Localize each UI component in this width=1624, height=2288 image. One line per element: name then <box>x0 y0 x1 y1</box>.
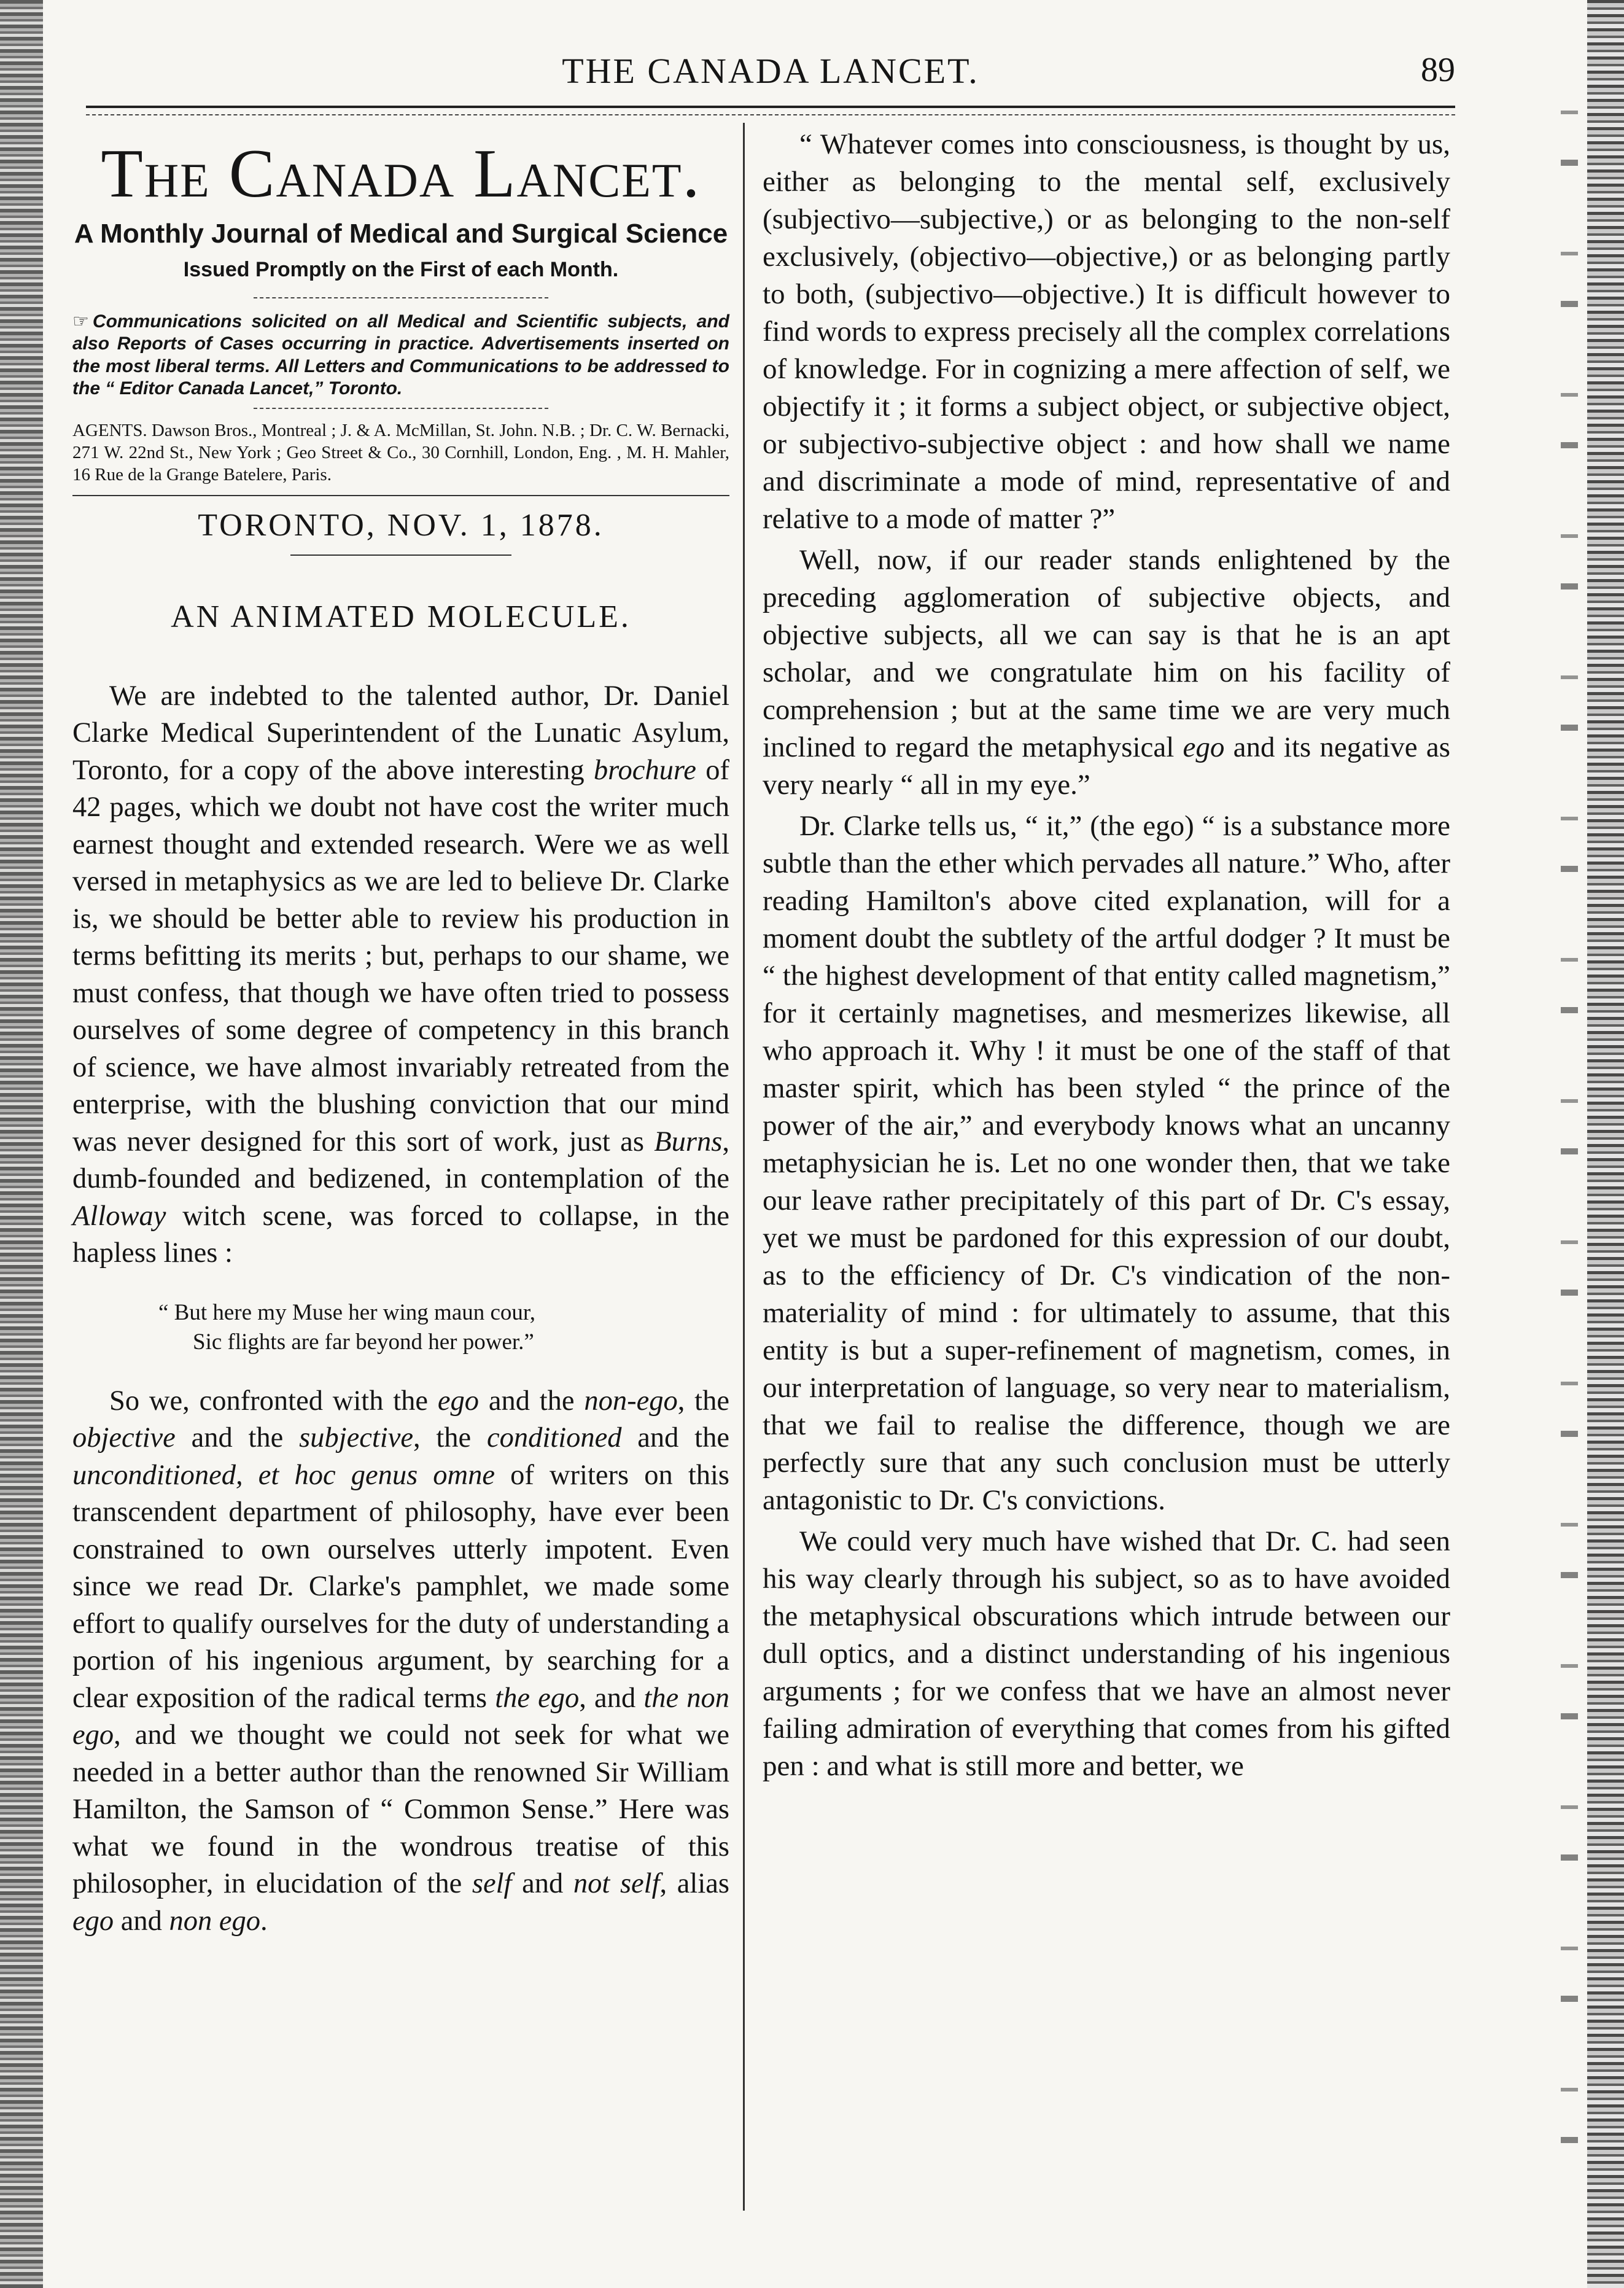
scan-edge-left <box>0 0 43 2288</box>
text-run: of 42 pages, which we doubt not have cost the writer much earnest thought and extended research. Were we as well versed in metaphysics as we are led to believe Dr. Clarke is, we should be better able to review his production in terms befitting its merits ; but, perhaps to our shame, we must confess, that though we have often tried to possess ourselves of some degree of competency in this branch of science, we have almost invariably retreated from the enterprise, with the blushing conviction that our mind was never designed for this sort of work, just as <box>72 754 729 1158</box>
dateline: TORONTO, NOV. 1, 1878. <box>198 507 604 543</box>
left-column <box>72 126 729 1940</box>
italic-run: the non ego <box>72 1682 730 1751</box>
dateline-rule <box>290 554 511 556</box>
italic-run: Alloway <box>72 1200 166 1232</box>
pointing-hand-icon: ☞ <box>72 311 89 332</box>
italic-run: ego <box>437 1385 480 1417</box>
article-title: AN ANIMATED MOLECULE. <box>171 599 631 634</box>
running-head <box>86 50 1455 99</box>
notice <box>72 311 729 400</box>
text-run: and the <box>621 1422 729 1454</box>
italic-run: ego <box>72 1905 114 1937</box>
page-number: 89 <box>1421 51 1455 89</box>
text-run: , and we thought we could not seek for what we needed in a better author than the renowned Sir William Hamilton, the Samson of “ Common Sense.” Here was what we found in the wondrous treatise of this philosopher, in elucidation of the <box>72 1719 729 1900</box>
italic-run: not self <box>573 1868 660 1900</box>
agents-rule <box>72 495 729 496</box>
text-run: and <box>511 1868 573 1900</box>
text-run: , the <box>677 1385 729 1417</box>
italic-run: ego <box>1183 731 1225 763</box>
text-run: witch scene, was forced to collapse, in the hapless lines : <box>72 1200 729 1269</box>
paragraph-1 <box>72 678 729 1272</box>
column-divider <box>743 123 745 2211</box>
italic-run: non-ego <box>584 1385 678 1417</box>
masthead-subtitle: A Monthly Journal of Medical and Surgical Science <box>74 218 728 249</box>
notice-rule <box>254 408 548 409</box>
agents: AGENTS. Dawson Bros., Montreal ; J. & A. McMillan, St. John. N.B. ; Dr. C. W. Bernacki, 271 W. 22nd St., New York ; Geo Street & Co., 30 Cornhill, London, Eng. , M. H. Mahler, 16 Rue de la Grange Batelere, Paris. <box>72 420 729 484</box>
masthead-rule <box>254 297 548 298</box>
italic-run: self <box>472 1868 512 1900</box>
paragraph-5: We could very much have wished that Dr. C. had seen his way clearly through his subject, so as to have avoided the metaphysical obscurations which intrude between our dull optics, and a distinct understanding of his ingenious arguments ; for we confess that we have an almost never failing admiration of everything that comes from his gifted pen : and what is still more and better, we <box>763 1525 1450 1782</box>
italic-run: subjective <box>299 1422 413 1454</box>
text-run: of writers on this transcendent department of philosophy, have ever been constrained to own ourselves utterly impotent. Even since we read Dr. Clarke's pamphlet, we made some effort to qualify ourselves for the duty of understanding a portion of his ingenious argument, by searching for a clear exposition of the radical terms <box>72 1459 730 1714</box>
text-run: . <box>260 1905 268 1937</box>
italic-run: non ego <box>169 1905 261 1937</box>
hamilton-quote: “ Whatever comes into consciousness, is thought by us, either as belonging to the mental self, exclusively (subjectivo—subjective,) or as belonging to the non-self exclusively, (objectivo—objective,) or as belonging partly to both, (subjectivo—objective.) It is difficult however to find words to express precisely all the complex correlations of knowledge. For in cognizing a mere affection of self, we objectify it ; it forms a subject object, or subjective object, or subjectivo-subjective object : and how shall we name and discriminate a mode of mind, representative of and relative to a mode of matter ?” <box>763 128 1450 535</box>
text-run: and <box>114 1905 169 1937</box>
text-run: and the <box>175 1422 300 1454</box>
text-run: and the <box>479 1385 585 1417</box>
running-title: THE CANADA LANCET. <box>562 51 979 91</box>
italic-run: objective <box>72 1422 176 1454</box>
verse-line-1: “ But here my Muse her wing maun cour, <box>158 1299 536 1325</box>
masthead-title: The Canada Lancet. <box>101 136 701 212</box>
text-run: Well, now, if our reader stands enlightened by the preceding agglomeration of subjective objects, and objective subjects, all we can say is that he is an apt scholar, and we congratulate him on his facility of comprehension ; but at the same time we are very much inclined to regard the metaphysical <box>763 544 1450 763</box>
paragraph-4: Dr. Clarke tells us, “ it,” (the ego) “ is a substance more subtle than the ether which pervades all nature.” Who, after reading Hamilton's above cited explanation, will for a moment doubt the subtlety of the artful dodger ? It must be “ the highest development of that entity called magnetism,” for it certainly magnetises, and mesmerizes likewise, all who approach it. Why ! it must be one of the staff of that master spirit, which has been styled “ the prince of the power of the air,” and everybody knows what an uncanny metaphysician he is. Let no one wonder then, that we take our leave rather precipitately of this part of Dr. C's essay, yet we must be pardoned for this expression of our doubt, as to the efficiency of Dr. C's vindication of the non-materiality of mind : for ultimately to assume, that this entity is but a super-refinement of magnetism, comes, in our interpretation of language, so very near to materialism, that we fail to realise the difference, though we are perfectly sure that any such conclusion must be utterly antagonistic to Dr. C's convictions. <box>763 810 1450 1516</box>
scan-edge-right <box>1587 0 1624 2288</box>
verse-quote <box>72 1298 729 1357</box>
header-rule-dashed <box>86 114 1455 115</box>
verse-line-2: Sic flights are far beyond her power.” <box>193 1329 534 1355</box>
italic-run: brochure <box>593 754 696 786</box>
text-run: , alias <box>659 1868 729 1900</box>
right-column <box>763 126 1450 1785</box>
notice-text: Communications solicited on all Medical and Scientific subjects, and also Reports of Cases occurring in practice. Advertisements inserted on the most liberal terms. All Letters and Communications to be addressed to the “ Editor Canada Lancet,” Toronto. <box>72 311 729 399</box>
italic-run: conditioned <box>486 1422 622 1454</box>
text-run: , the <box>413 1422 487 1454</box>
text-run: , dumb-founded and bedizened, in contemplation of the <box>72 1126 729 1195</box>
italic-run: Burns <box>654 1126 723 1158</box>
masthead-issued: Issued Promptly on the First of each Month. <box>183 258 619 282</box>
text-run: So we, confronted with the <box>109 1385 438 1417</box>
header-rule <box>86 106 1455 108</box>
text-run: , and <box>579 1682 644 1714</box>
paragraph-2 <box>72 1383 729 1940</box>
scan-specks <box>1561 74 1578 2211</box>
text-run: and its negative as very nearly “ all in my eye.” <box>763 731 1450 801</box>
paragraph-3 <box>763 542 1450 804</box>
text-run: We are indebted to the talented author, Dr. Daniel Clarke Medical Superintendent of the Lunatic Asylum, Toronto, for a copy of the above interesting <box>72 680 729 786</box>
italic-run: unconditioned, et hoc genus omne <box>72 1459 495 1491</box>
italic-run: the ego <box>495 1682 580 1714</box>
